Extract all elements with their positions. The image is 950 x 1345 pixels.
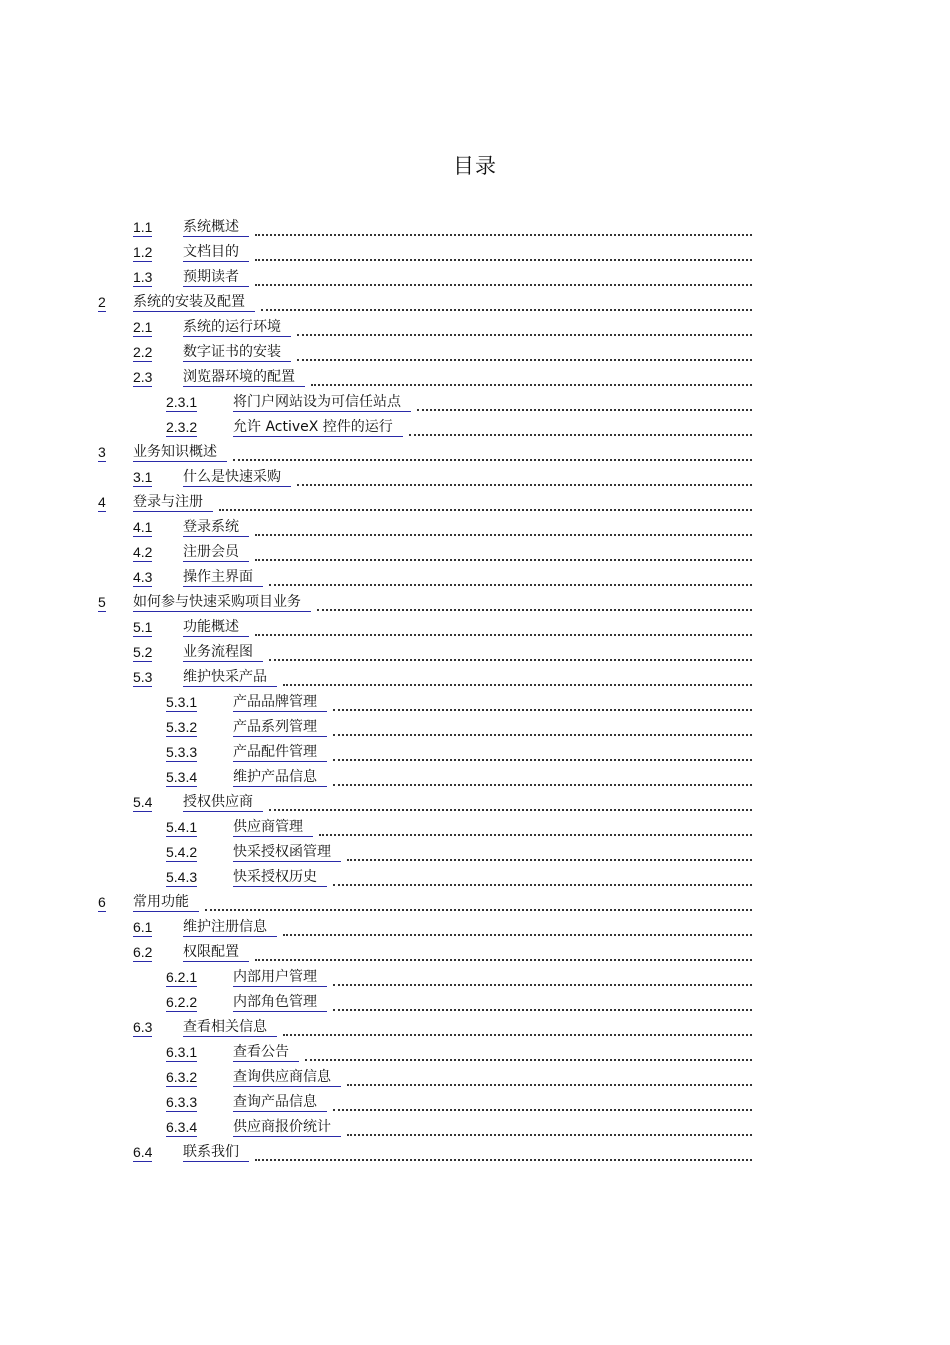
toc-dot-leader: [269, 797, 752, 811]
toc-entry-label[interactable]: 操作主界面: [183, 565, 263, 587]
toc-entry-label[interactable]: 权限配置: [183, 940, 249, 962]
toc-entry-number[interactable]: 6.3.4: [166, 1115, 197, 1137]
toc-entry-number[interactable]: 5.3.4: [166, 765, 197, 787]
toc-entry[interactable]: [0, 365, 950, 390]
toc-entry-label[interactable]: 登录系统: [183, 515, 249, 537]
toc-entry-number[interactable]: 6.3.2: [166, 1065, 197, 1087]
table-of-contents: [0, 215, 950, 1165]
toc-entry-label[interactable]: 系统概述: [183, 215, 249, 237]
toc-entry[interactable]: [0, 915, 950, 940]
toc-entry-number[interactable]: 5.3.2: [166, 715, 197, 737]
toc-entry-number[interactable]: 3.1: [133, 465, 152, 487]
toc-entry-label[interactable]: 常用功能: [133, 890, 199, 912]
toc-entry-label[interactable]: 产品系列管理: [233, 715, 327, 737]
toc-dot-leader: [333, 1097, 752, 1111]
toc-entry-label[interactable]: 业务流程图: [183, 640, 263, 662]
toc-dot-leader: [255, 1147, 752, 1161]
toc-entry[interactable]: [0, 815, 950, 840]
toc-entry[interactable]: [0, 865, 950, 890]
toc-entry-number[interactable]: 5.4.2: [166, 840, 197, 862]
toc-entry[interactable]: [0, 615, 950, 640]
toc-entry[interactable]: [0, 515, 950, 540]
toc-dot-leader: [255, 222, 752, 236]
toc-entry-number[interactable]: 6.3: [133, 1015, 152, 1037]
toc-entry-number[interactable]: 5.2: [133, 640, 152, 662]
toc-entry-label[interactable]: 供应商报价统计: [233, 1115, 341, 1137]
toc-entry-label[interactable]: 功能概述: [183, 615, 249, 637]
toc-entry-number[interactable]: 6.2.1: [166, 965, 197, 987]
toc-dot-leader: [347, 1072, 752, 1086]
toc-entry[interactable]: [0, 940, 950, 965]
toc-dot-leader: [333, 697, 752, 711]
toc-entry-number[interactable]: 2.3.2: [166, 415, 197, 437]
toc-entry[interactable]: [0, 890, 950, 915]
toc-entry[interactable]: [0, 415, 950, 440]
toc-entry[interactable]: [0, 1040, 950, 1065]
toc-entry[interactable]: [0, 690, 950, 715]
toc-entry-number[interactable]: 5.3.3: [166, 740, 197, 762]
toc-entry-number[interactable]: 1.1: [133, 215, 152, 237]
toc-dot-leader: [333, 747, 752, 761]
toc-entry[interactable]: [0, 590, 950, 615]
toc-entry[interactable]: [0, 390, 950, 415]
toc-entry-number[interactable]: 5.4: [133, 790, 152, 812]
toc-entry-number[interactable]: 6.2: [133, 940, 152, 962]
toc-dot-leader: [347, 847, 752, 861]
toc-entry-label[interactable]: 查看相关信息: [183, 1015, 277, 1037]
toc-dot-leader: [347, 1122, 752, 1136]
toc-entry-label[interactable]: 维护快采产品: [183, 665, 277, 687]
toc-entry[interactable]: [0, 1015, 950, 1040]
toc-dot-leader: [233, 447, 752, 461]
toc-entry-number[interactable]: 5.1: [133, 615, 152, 637]
toc-entry[interactable]: [0, 740, 950, 765]
toc-entry-label[interactable]: 什么是快速采购: [183, 465, 291, 487]
toc-dot-leader: [255, 547, 752, 561]
toc-entry[interactable]: [0, 290, 950, 315]
toc-entry-number[interactable]: 2: [98, 290, 106, 312]
toc-dot-leader: [333, 722, 752, 736]
toc-dot-leader: [283, 922, 752, 936]
toc-entry[interactable]: [0, 965, 950, 990]
toc-entry-number[interactable]: 3: [98, 440, 106, 462]
toc-dot-leader: [333, 972, 752, 986]
toc-entry-label[interactable]: 业务知识概述: [133, 440, 227, 462]
toc-entry-number[interactable]: 5.3.1: [166, 690, 197, 712]
toc-entry-number[interactable]: 5.4.3: [166, 865, 197, 887]
toc-entry[interactable]: [0, 465, 950, 490]
toc-entry-label[interactable]: 授权供应商: [183, 790, 263, 812]
toc-entry[interactable]: [0, 840, 950, 865]
toc-entry-number[interactable]: 1.2: [133, 240, 152, 262]
toc-dot-leader: [333, 772, 752, 786]
toc-entry-label[interactable]: 快采授权函管理: [233, 840, 341, 862]
toc-dot-leader: [311, 372, 752, 386]
toc-dot-leader: [305, 1047, 752, 1061]
toc-dot-leader: [219, 497, 752, 511]
toc-dot-leader: [255, 272, 752, 286]
toc-entry-number[interactable]: 2.1: [133, 315, 152, 337]
toc-entry[interactable]: [0, 215, 950, 240]
toc-entry-label[interactable]: 产品品牌管理: [233, 690, 327, 712]
toc-entry[interactable]: [0, 440, 950, 465]
toc-entry-label[interactable]: 内部用户管理: [233, 965, 327, 987]
toc-entry-number[interactable]: 2.3: [133, 365, 152, 387]
toc-entry[interactable]: [0, 565, 950, 590]
toc-entry-label[interactable]: 供应商管理: [233, 815, 313, 837]
toc-entry-number[interactable]: 2.2: [133, 340, 152, 362]
toc-dot-leader: [269, 647, 752, 661]
toc-dot-leader: [255, 522, 752, 536]
toc-entry-label[interactable]: 如何参与快速采购项目业务: [133, 590, 311, 612]
toc-entry-label[interactable]: 内部角色管理: [233, 990, 327, 1012]
toc-entry-number[interactable]: 6.1: [133, 915, 152, 937]
toc-entry-number[interactable]: 6.2.2: [166, 990, 197, 1012]
toc-entry-label[interactable]: 系统的安装及配置: [133, 290, 255, 312]
toc-entry-label[interactable]: 文档目的: [183, 240, 249, 262]
toc-entry[interactable]: [0, 540, 950, 565]
toc-entry[interactable]: [0, 640, 950, 665]
toc-entry[interactable]: [0, 790, 950, 815]
toc-entry-label[interactable]: 查看公告: [233, 1040, 299, 1062]
toc-entry[interactable]: [0, 765, 950, 790]
toc-dot-leader: [261, 297, 752, 311]
toc-entry-number[interactable]: 2.3.1: [166, 390, 197, 412]
toc-dot-leader: [283, 672, 752, 686]
toc-dot-leader: [255, 622, 752, 636]
toc-entry-number[interactable]: 6.3.3: [166, 1090, 197, 1112]
toc-dot-leader: [317, 597, 752, 611]
toc-entry-number[interactable]: 6: [98, 890, 106, 912]
toc-entry-label[interactable]: 浏览器环境的配置: [183, 365, 305, 387]
toc-entry-label[interactable]: 允许 ActiveX 控件的运行: [233, 415, 403, 437]
toc-entry[interactable]: [0, 240, 950, 265]
toc-entry-label[interactable]: 将门户网站设为可信任站点: [233, 390, 411, 412]
toc-entry-label[interactable]: 维护注册信息: [183, 915, 277, 937]
toc-entry[interactable]: [0, 990, 950, 1015]
toc-dot-leader: [409, 422, 752, 436]
toc-entry-number[interactable]: 4.1: [133, 515, 152, 537]
toc-entry[interactable]: [0, 665, 950, 690]
toc-entry[interactable]: [0, 715, 950, 740]
toc-entry-label[interactable]: 查询产品信息: [233, 1090, 327, 1112]
toc-entry[interactable]: [0, 1115, 950, 1140]
toc-entry-label[interactable]: 登录与注册: [133, 490, 213, 512]
toc-dot-leader: [319, 822, 752, 836]
toc-entry[interactable]: [0, 315, 950, 340]
toc-entry-number[interactable]: 5.3: [133, 665, 152, 687]
toc-entry-label[interactable]: 快采授权历史: [233, 865, 327, 887]
toc-entry-label[interactable]: 预期读者: [183, 265, 249, 287]
toc-dot-leader: [269, 572, 752, 586]
toc-dot-leader: [205, 897, 752, 911]
toc-entry-label[interactable]: 联系我们: [183, 1140, 249, 1162]
toc-entry-number[interactable]: 5.4.1: [166, 815, 197, 837]
toc-title: 目录: [453, 154, 497, 178]
toc-dot-leader: [255, 247, 752, 261]
toc-entry[interactable]: [0, 1065, 950, 1090]
toc-dot-leader: [297, 322, 752, 336]
toc-entry-number[interactable]: 4: [98, 490, 106, 512]
toc-entry-label[interactable]: 系统的运行环境: [183, 315, 291, 337]
toc-entry-label[interactable]: 注册会员: [183, 540, 249, 562]
toc-entry[interactable]: [0, 490, 950, 515]
toc-entry-number[interactable]: 6.4: [133, 1140, 152, 1162]
toc-dot-leader: [417, 397, 752, 411]
toc-entry-number[interactable]: 6.3.1: [166, 1040, 197, 1062]
toc-entry-label[interactable]: 数字证书的安装: [183, 340, 291, 362]
toc-dot-leader: [297, 472, 752, 486]
toc-dot-leader: [297, 347, 752, 361]
toc-entry-number[interactable]: 4.2: [133, 540, 152, 562]
toc-entry-number[interactable]: 5: [98, 590, 106, 612]
toc-dot-leader: [333, 872, 752, 886]
toc-entry-number[interactable]: 4.3: [133, 565, 152, 587]
toc-entry-label[interactable]: 查询供应商信息: [233, 1065, 341, 1087]
toc-dot-leader: [255, 947, 752, 961]
toc-entry[interactable]: [0, 265, 950, 290]
toc-dot-leader: [283, 1022, 752, 1036]
toc-entry[interactable]: [0, 1090, 950, 1115]
toc-entry[interactable]: [0, 340, 950, 365]
toc-entry-number[interactable]: 1.3: [133, 265, 152, 287]
toc-dot-leader: [333, 997, 752, 1011]
toc-entry-label[interactable]: 产品配件管理: [233, 740, 327, 762]
toc-entry[interactable]: [0, 1140, 950, 1165]
toc-entry-label[interactable]: 维护产品信息: [233, 765, 327, 787]
